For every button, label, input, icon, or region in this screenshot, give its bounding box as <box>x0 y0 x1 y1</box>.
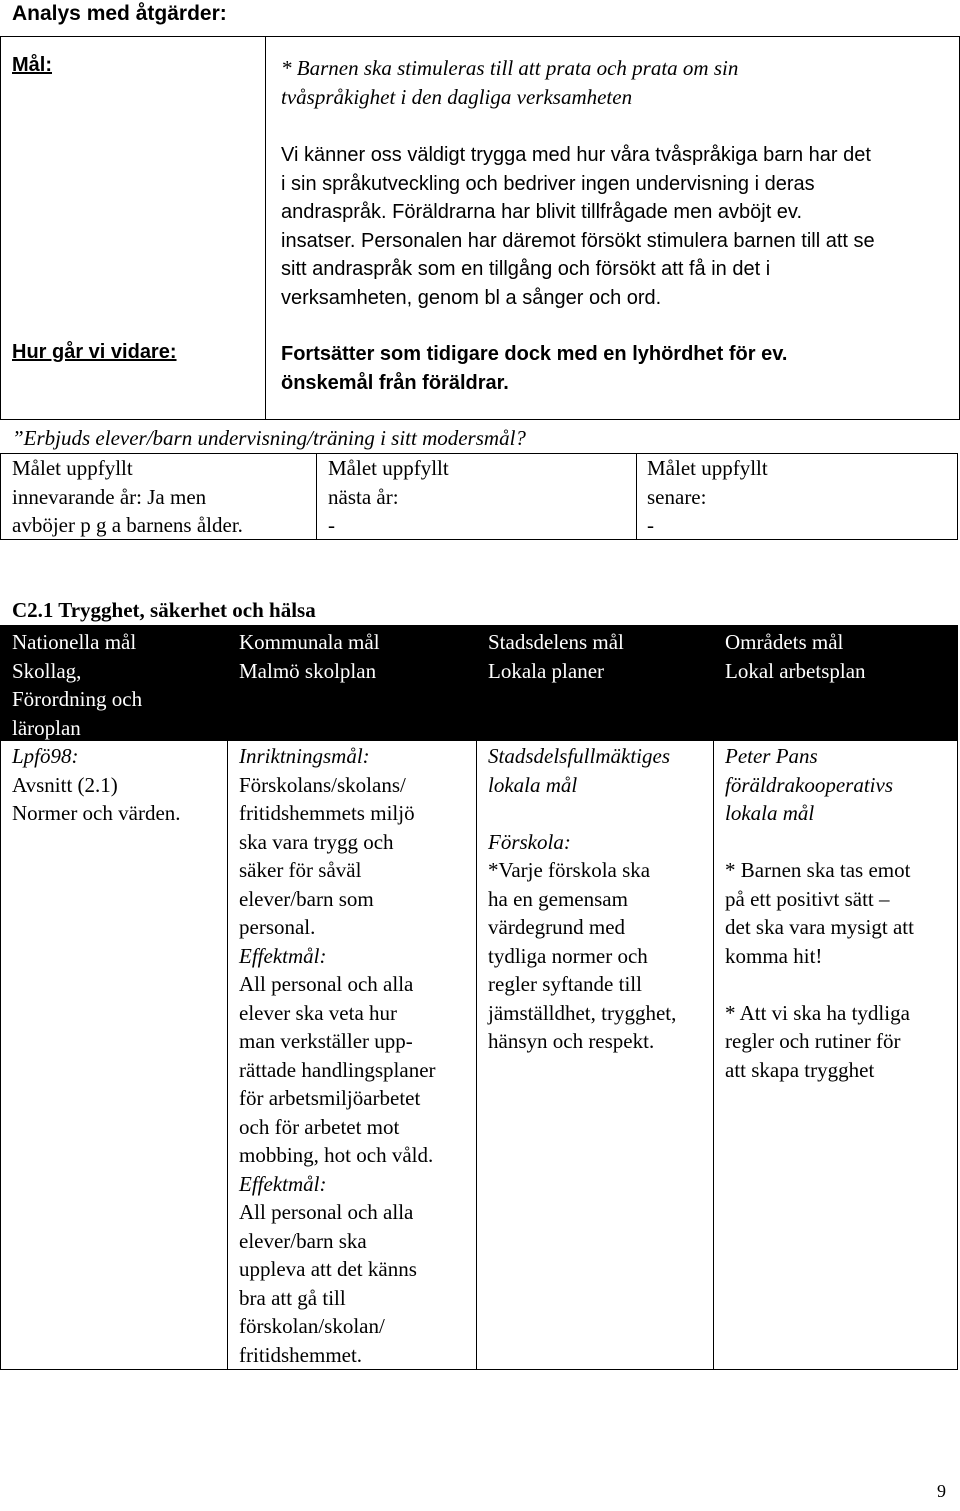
district-line: värdegrund med <box>488 915 626 939</box>
header-line: Skollag, <box>12 658 82 683</box>
body-line: sitt andraspråk som en tillgång och försökt att få in det i <box>281 258 771 281</box>
next-steps-text <box>281 340 787 397</box>
header-national <box>12 628 142 742</box>
body-line: andraspråk. Föräldrarna har blivit tillfrågade men avböjt ev. <box>281 201 802 224</box>
header-line: Stadsdelens mål <box>488 630 624 654</box>
spacer <box>725 970 914 999</box>
district-goals-cell <box>488 742 676 1056</box>
section-title: C2.1 Trygghet, säkerhet och hälsa <box>12 598 316 622</box>
municipal-line: All personal och alla <box>239 972 414 996</box>
municipal-line: uppleva att det känns <box>239 1257 417 1281</box>
body-line: verksamheten, genom bl a sånger och ord. <box>281 286 662 309</box>
municipal-line: fritidshemmet. <box>239 1342 363 1367</box>
national-title: Lpfö98: <box>12 744 79 768</box>
district-line: regler syftande till <box>488 972 642 996</box>
spacer <box>488 799 676 828</box>
municipal-line: bra att gå till <box>239 1285 346 1310</box>
area-title: Peter Pans <box>725 744 818 768</box>
header-line: Malmö skolplan <box>239 658 377 683</box>
status-line: nästa år: <box>328 484 399 509</box>
status-line: senare: <box>647 484 707 509</box>
header-line: Lokal arbetsplan <box>725 658 866 683</box>
body-line: i sin språkutveckling och bedriver ingen undervisning i deras <box>281 172 815 195</box>
status-line: avböjer p g a barnens ålder. <box>12 513 243 537</box>
header-district <box>488 628 624 685</box>
national-goals-cell <box>12 742 181 828</box>
analysis-body <box>281 141 875 313</box>
area-title: föräldrakooperativs <box>725 772 893 797</box>
header-area <box>725 628 866 685</box>
municipal-line: man verkställer upp- <box>239 1029 413 1053</box>
district-subheading: Förskola: <box>488 829 571 854</box>
area-title: lokala mål <box>725 801 815 825</box>
goal-line-2: tvåspråkighet i den dagliga verksamheten <box>281 84 633 109</box>
goals-column-divider <box>227 741 228 1370</box>
municipal-line: elever/barn ska <box>239 1228 367 1253</box>
goal-status-later <box>647 454 768 540</box>
national-line: Avsnitt (2.1) <box>12 772 118 797</box>
municipal-line: säker för såväl <box>239 858 362 882</box>
municipal-line: personal. <box>239 915 316 939</box>
municipal-line: förskolan/skolan/ <box>239 1314 385 1338</box>
header-line: Lokala planer <box>488 658 605 683</box>
next-steps-label: Hur går vi vidare: <box>12 341 177 363</box>
goal-label: Mål: <box>12 54 52 76</box>
area-line: på ett positivt sätt – <box>725 886 890 911</box>
municipal-line: elever/barn som <box>239 886 374 911</box>
goals-column-divider <box>476 741 477 1370</box>
status-line: Målet uppfyllt <box>328 456 449 480</box>
analysis-divider <box>265 36 266 420</box>
district-line: ha en gemensam <box>488 886 628 911</box>
district-line: hänsyn och respekt. <box>488 1029 655 1053</box>
area-line: * Att vi ska ha tydliga <box>725 1000 910 1025</box>
page-number: 9 <box>937 1481 946 1501</box>
goal-status-divider <box>316 453 317 540</box>
goal-text <box>281 54 738 111</box>
goals-column-divider <box>713 741 714 1370</box>
municipal-line: Förskolans/skolans/ <box>239 772 406 797</box>
body-line: insatser. Personalen har däremot försökt stimulera barnen till att se <box>281 229 875 252</box>
area-line: det ska vara mysigt att <box>725 915 914 939</box>
district-title: Stadsdelsfullmäktiges <box>488 744 670 768</box>
goal-line-1: * Barnen ska stimuleras till att prata och prata om sin <box>281 56 739 80</box>
goal-status-next <box>328 454 449 540</box>
next-line-1: Fortsätter som tidigare dock med en lyhördhet för ev. <box>281 343 788 365</box>
status-line: innevarande år: Ja men <box>12 484 207 509</box>
area-line: komma hit! <box>725 943 823 968</box>
goal-status-current <box>12 454 243 540</box>
municipal-line: All personal och alla <box>239 1200 414 1224</box>
next-line-2: önskemål från föräldrar. <box>281 371 509 394</box>
municipal-line: för arbetsmiljöarbetet <box>239 1086 421 1110</box>
municipal-subheading: Effektmål: <box>239 943 327 968</box>
mother-tongue-question: ”Erbjuds elever/barn undervisning/träning i sitt modersmål? <box>12 426 526 450</box>
header-line: Kommunala mål <box>239 630 380 654</box>
municipal-subheading: Inriktningsmål: <box>239 744 370 768</box>
header-municipal <box>239 628 380 685</box>
header-line: Områdets mål <box>725 630 844 654</box>
status-line: - <box>328 513 335 537</box>
municipal-line: rättade handlingsplaner <box>239 1057 436 1082</box>
municipal-goals-cell <box>239 742 436 1369</box>
municipal-line: ska vara trygg och <box>239 829 394 854</box>
municipal-line: och för arbetet mot <box>239 1114 400 1139</box>
district-line: tydliga normer och <box>488 943 648 968</box>
area-line: regler och rutiner för <box>725 1029 901 1053</box>
spacer <box>725 828 914 857</box>
municipal-line: fritidshemmets miljö <box>239 801 415 825</box>
goal-status-divider <box>636 453 637 540</box>
status-line: Målet uppfyllt <box>647 456 768 480</box>
municipal-line: elever ska veta hur <box>239 1000 398 1025</box>
district-line: jämställdhet, trygghet, <box>488 1000 677 1025</box>
status-line: - <box>647 513 654 537</box>
municipal-subheading: Effektmål: <box>239 1171 327 1196</box>
district-line: *Varje förskola ska <box>488 858 651 882</box>
municipal-line: mobbing, hot och våld. <box>239 1143 434 1167</box>
area-line: att skapa trygghet <box>725 1057 875 1082</box>
national-line: Normer och värden. <box>12 801 181 825</box>
body-line: Vi känner oss väldigt trygga med hur våra tvåspråkiga barn har det <box>281 144 871 166</box>
analysis-heading: Analys med åtgärder: <box>12 2 227 25</box>
header-line: Nationella mål <box>12 630 137 654</box>
header-line: läroplan <box>12 715 81 740</box>
district-title: lokala mål <box>488 772 578 797</box>
area-goals-cell <box>725 742 914 1084</box>
area-line: * Barnen ska tas emot <box>725 858 911 882</box>
status-line: Målet uppfyllt <box>12 456 133 480</box>
header-line: Förordning och <box>12 687 143 711</box>
